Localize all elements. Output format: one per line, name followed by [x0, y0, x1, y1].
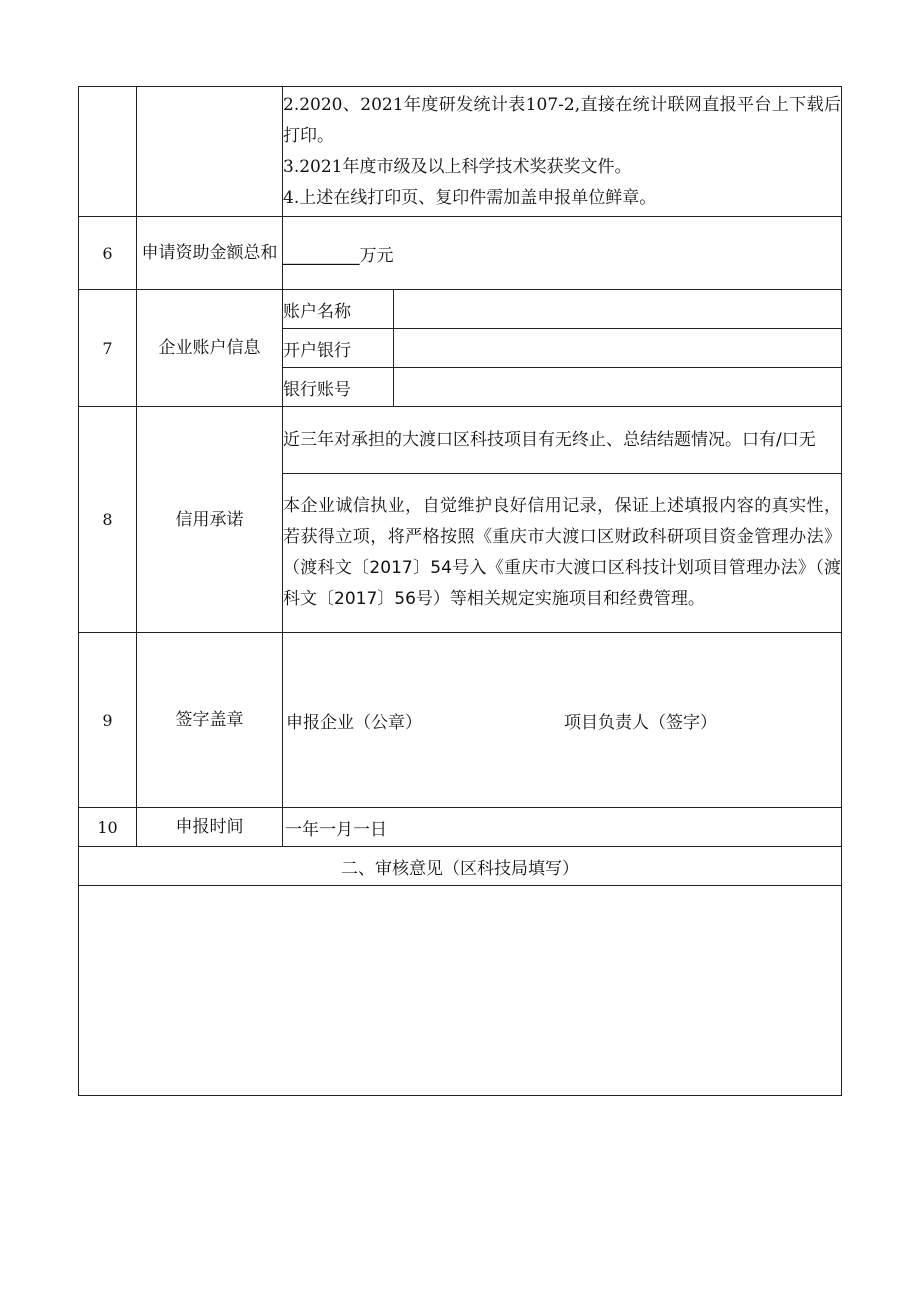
row-number: 10	[79, 808, 137, 847]
row-number: 6	[79, 217, 137, 290]
signature-cell[interactable]	[283, 633, 842, 808]
company-seal-label: 申报企业（公章）	[286, 712, 422, 733]
application-date-label: 申报时间	[137, 808, 283, 847]
signature-line	[283, 708, 841, 733]
application-date-field[interactable]: 一年一月一日	[283, 808, 842, 847]
account-name-label: 账户名称	[283, 290, 394, 329]
review-header-row	[79, 847, 842, 886]
signature-label: 签字盖章	[137, 633, 283, 808]
row-5-label-cell	[137, 87, 283, 217]
row-10-date	[79, 808, 842, 847]
row-number: 9	[79, 633, 137, 808]
row-number: 7	[79, 290, 137, 407]
review-opinion-field[interactable]	[79, 886, 842, 1096]
bank-name-label: 开户银行	[283, 329, 394, 368]
credit-pledge-label: 信用承诺	[137, 407, 283, 633]
row-9-signature	[79, 633, 842, 808]
application-form-table	[78, 86, 842, 1096]
company-account-label: 企业账户信息	[137, 290, 283, 407]
row-7-account-name	[79, 290, 842, 329]
attachments-cell	[283, 87, 842, 217]
attachment-item-2: 2.2020、2021年度研发统计表107-2,直接在统计联网直报平台上下载后打印。	[283, 94, 842, 146]
row-5-num-cell	[79, 87, 137, 217]
review-content-row	[79, 886, 842, 1096]
attachment-item-4: 4.上述在线打印页、复印件需加盖申报单位鲜章。	[283, 187, 657, 208]
attachment-item-3: 3.2021年度市级及以上科学技术奖获奖文件。	[283, 156, 632, 177]
bank-name-field[interactable]	[394, 329, 842, 368]
row-5-attachments	[79, 87, 842, 217]
account-number-label: 银行账号	[283, 368, 394, 407]
row-6-funding	[79, 217, 842, 290]
row-8-statement	[79, 407, 842, 474]
project-leader-signature-label: 项目负责人（签字）	[564, 712, 717, 733]
review-section-title: 二、审核意见（区科技局填写）	[79, 847, 842, 886]
project-termination-statement[interactable]: 近三年对承担的大渡口区科技项目有无终止、总结结题情况。口有/口无	[283, 407, 842, 474]
funding-total-field[interactable]: _________万元	[283, 217, 842, 290]
account-name-field[interactable]	[394, 290, 842, 329]
row-number: 8	[79, 407, 137, 633]
credit-pledge-text: 本企业诚信执业，自觉维护良好信用记录，保证上述填报内容的真实性，若获得立项，将严格按照《重庆市大渡口区财政科研项目资金管理办法》（渡科文〔2017〕54号入《重庆市大渡口区科技计划项目管理办法》（渡科文〔2017〕56号）等相关规定实施项目和经费管理。	[283, 474, 842, 633]
account-number-field[interactable]	[394, 368, 842, 407]
funding-total-label: 申请资助金额总和	[137, 217, 283, 290]
